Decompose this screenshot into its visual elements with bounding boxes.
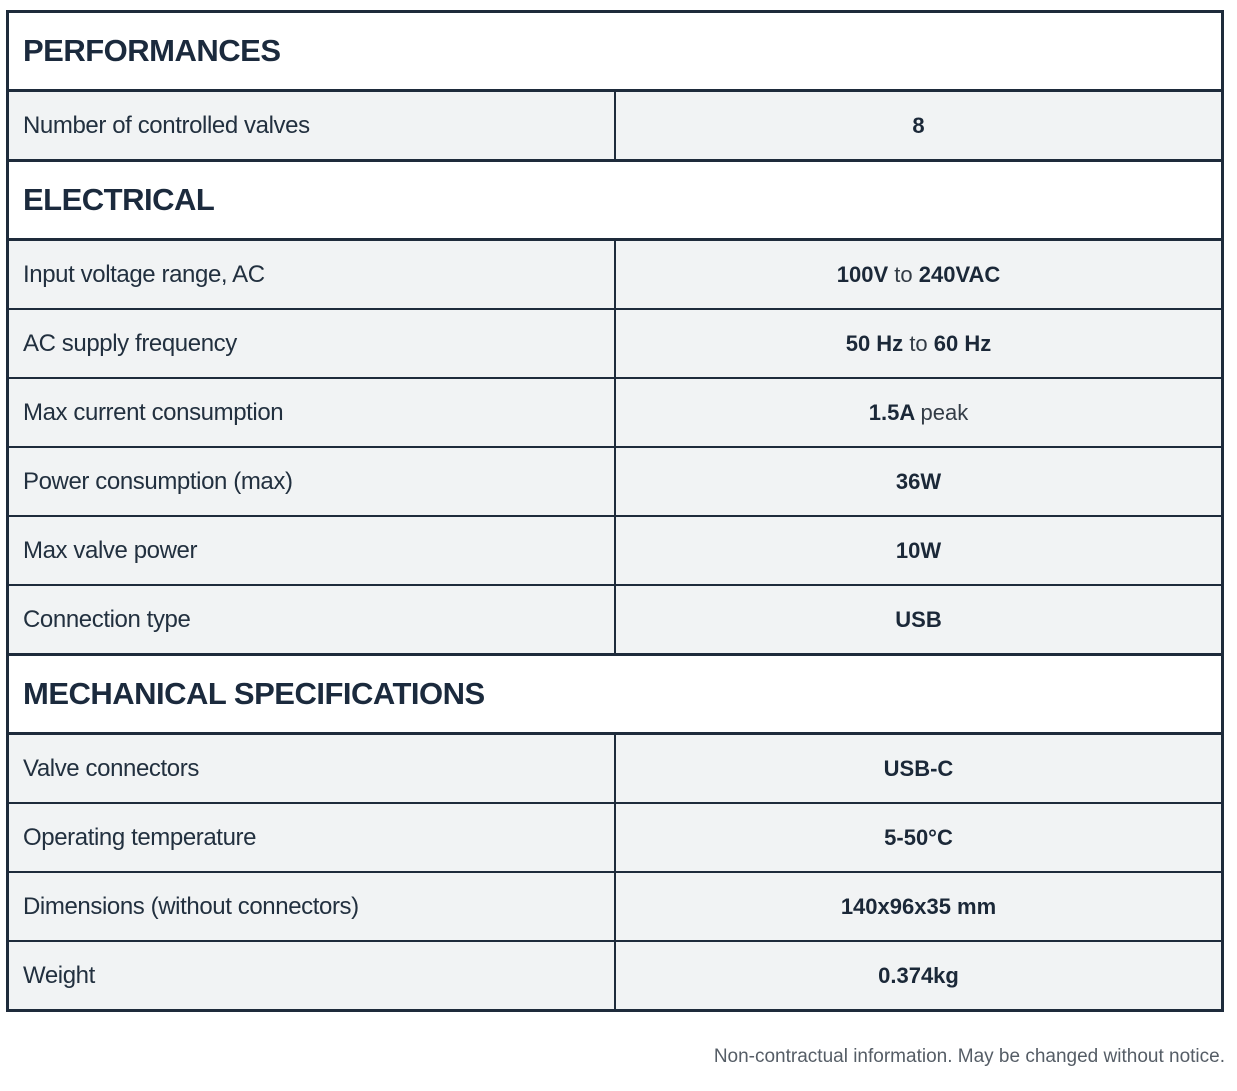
table-row [8, 447, 1223, 516]
row-value: 0.374kg [615, 941, 1223, 1011]
value-main: 1.5A [868, 399, 915, 425]
row-value: 140x96x35 mm [615, 872, 1223, 941]
row-label: Connection type [8, 585, 616, 655]
row-value [615, 378, 1223, 447]
row-label: Power consumption (max) [8, 447, 616, 516]
table-row [8, 803, 1223, 872]
row-value: 5-50°C [615, 803, 1223, 872]
section-header-electrical [8, 161, 1223, 240]
value-max: 60 Hz [933, 330, 992, 356]
table-row [8, 309, 1223, 378]
row-value [615, 309, 1223, 378]
value-max: 240VAC [918, 261, 1001, 287]
row-value: 10W [615, 516, 1223, 585]
row-value: 8 [615, 91, 1223, 161]
table-row [8, 734, 1223, 804]
section-title: ELECTRICAL [8, 161, 1223, 240]
table-row [8, 585, 1223, 655]
row-label: AC supply frequency [8, 309, 616, 378]
row-value: USB-C [615, 734, 1223, 804]
disclaimer-note: Non-contractual information. May be changed without notice. [713, 1046, 1225, 1067]
value-min: 50 Hz [845, 330, 904, 356]
row-label: Valve connectors [8, 734, 616, 804]
spec-table [6, 10, 1224, 1012]
row-value: USB [615, 585, 1223, 655]
row-label: Operating temperature [8, 803, 616, 872]
row-label: Max valve power [8, 516, 616, 585]
row-value: 36W [615, 447, 1223, 516]
section-header-mechanical [8, 655, 1223, 734]
section-title: MECHANICAL SPECIFICATIONS [8, 655, 1223, 734]
table-row [8, 240, 1223, 310]
row-label: Max current consumption [8, 378, 616, 447]
value-connector: to [909, 330, 928, 356]
section-title: PERFORMANCES [8, 12, 1223, 91]
value-suffix: peak [920, 399, 969, 425]
table-row [8, 378, 1223, 447]
row-label: Number of controlled valves [8, 91, 616, 161]
row-value [615, 240, 1223, 310]
section-header-performances [8, 12, 1223, 91]
row-label: Weight [8, 941, 616, 1011]
value-min: 100V [836, 261, 889, 287]
table-row [8, 941, 1223, 1011]
row-label: Input voltage range, AC [8, 240, 616, 310]
row-label: Dimensions (without connectors) [8, 872, 616, 941]
table-row [8, 91, 1223, 161]
value-connector: to [894, 261, 913, 287]
table-row [8, 872, 1223, 941]
table-row [8, 516, 1223, 585]
